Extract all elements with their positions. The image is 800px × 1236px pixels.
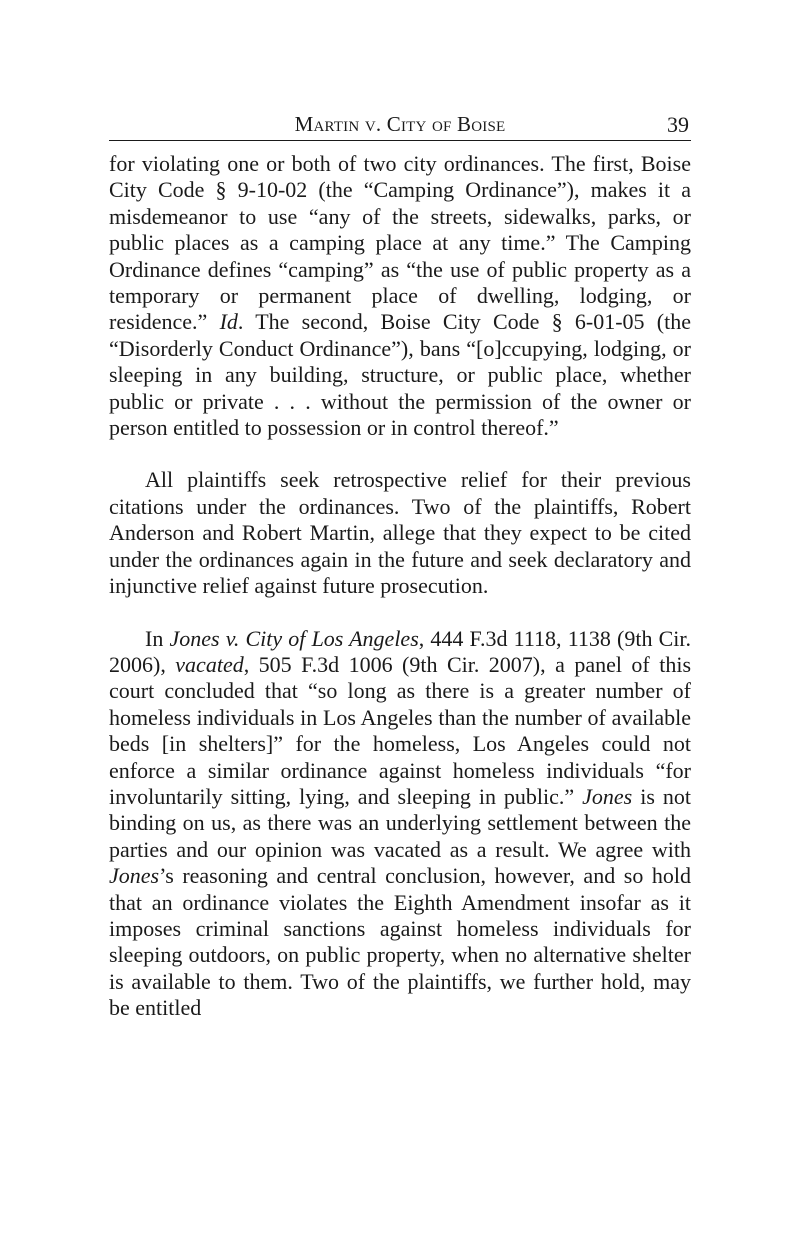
case-caption: Martin v. City of Boise — [294, 112, 506, 136]
paragraph-3-text-a: In — [145, 625, 170, 651]
citation-id: Id — [219, 309, 238, 335]
paragraph-3-text-e: , 505 F.3d 1006 (9th Cir. 2007), a panel of this court concluded that “so long as there is a greater number of homeless individuals in Los Angeles than the number of available beds [in shelters]” for the homeless, Los Angeles could not enforce a similar ordinance against homeless individuals “for involuntarily sitting, lying, and sleeping in public.” — [109, 651, 692, 809]
subsequent-history-vacated: vacated — [175, 651, 244, 677]
opinion-page — [109, 110, 691, 1022]
case-name-jones-possessive: Jones — [109, 863, 160, 889]
running-header — [109, 110, 691, 141]
body-text — [109, 151, 691, 1022]
case-name-jones-short: Jones — [582, 783, 633, 809]
paragraph-1 — [109, 151, 691, 441]
paragraph-3-text-g: is not binding on us, as there was an underlying settlement between the parties and our opinion was vacated as a result. We agree with — [109, 783, 691, 862]
paragraph-1-text-c: . The second, Boise City Code § 6-01-05 (the “Disorderly Conduct Ordinance”), bans “[o]ccupying, lodging, or sleeping in any building, structure, or public place, whether public or private . . . without the permission of the owner or person entitled to possession or in control thereof.” — [109, 309, 691, 441]
paragraph-3 — [109, 626, 691, 1022]
case-name-jones: Jones v. City of Los Angeles — [169, 625, 419, 651]
paragraph-3-text-c: , 444 F.3d 1118, 1138 (9th Cir. 2006), — [109, 625, 692, 677]
paragraph-3-text-i: ’s reasoning and central conclusion, however, and so hold that an ordinance violates the Eighth Amendment insofar as it imposes criminal sanctions against homeless individuals for sleeping outdoors, on public property, when no alternative shelter is available to them. Two of the plaintiffs, we further hold, may be entitled — [109, 863, 691, 1021]
page-number: 39 — [667, 112, 689, 137]
paragraph-1-text-a: for violating one or both of two city ordinances. The first, Boise City Code § 9-10-02 (the “Camping Ordinance”), makes it a misdemeanor to use “any of the streets, sidewalks, parks, or public places as a camping place at any time.” The Camping Ordinance defines “camping” as “the use of public property as a temporary or permanent place of dwelling, lodging, or residence.” — [109, 151, 691, 335]
paragraph-2: All plaintiffs seek retrospective relief for their previous citations under the ordinances. Two of the plaintiffs, Robert Anderson and Robert Martin, allege that they expect to be cited under the ordinances again in the future and seek declaratory and injunctive relief against future prosecution. — [109, 467, 691, 599]
